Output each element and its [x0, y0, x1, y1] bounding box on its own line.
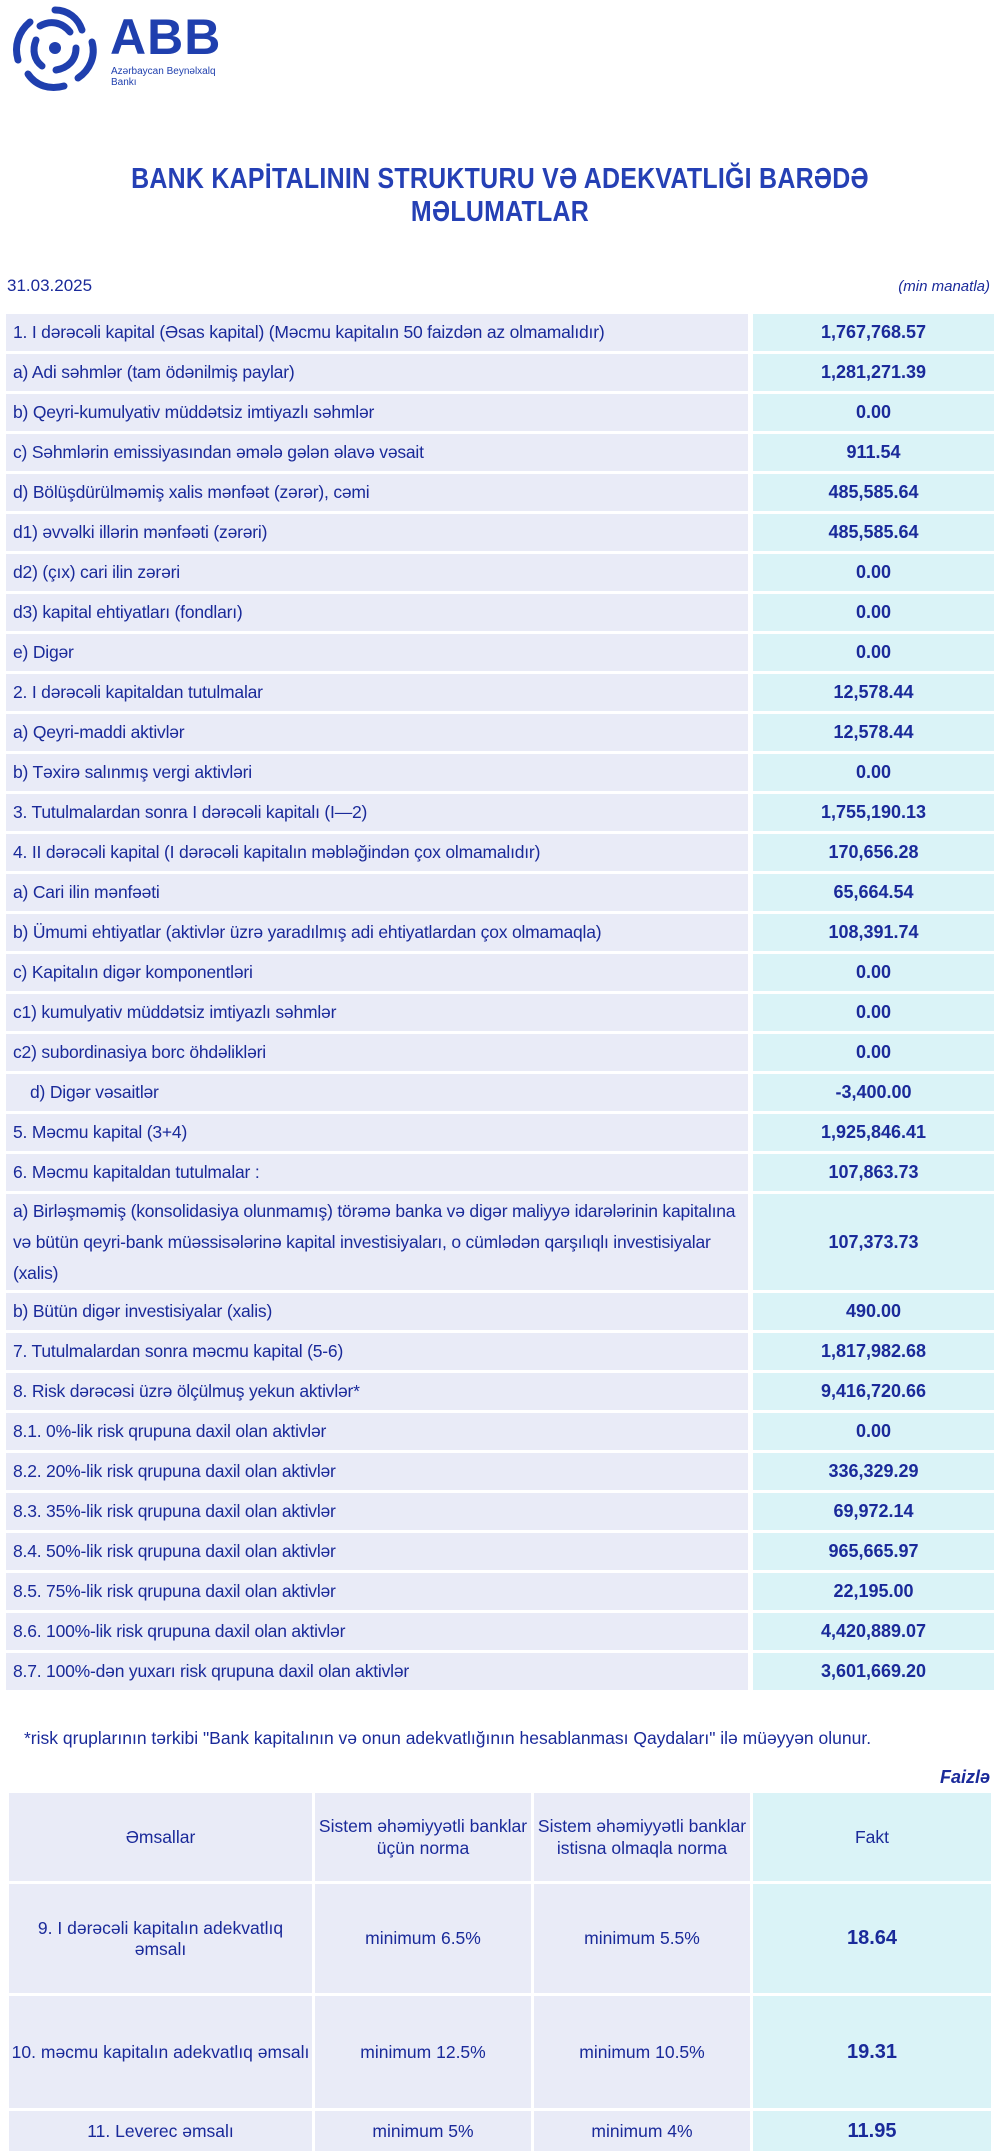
row-label: d) Bölüşdürülməmiş xalis mənfəət (zərər), cəmi: [6, 474, 748, 511]
row-value: 107,373.73: [748, 1194, 994, 1290]
row-label: 8.4. 50%-lik risk qrupuna daxil olan aktivlər: [6, 1533, 748, 1570]
table-row: [6, 834, 994, 871]
capital-structure-table: [6, 311, 994, 1693]
row-label: c) Səhmlərin emissiyasından əmələ gələn əlavə vəsait: [6, 434, 748, 471]
row-label: 4. II dərəcəli kapital (I dərəcəli kapitalın məbləğindən çox olmamalıdır): [6, 834, 748, 871]
row-value: 1,755,190.13: [748, 794, 994, 831]
table-row: [6, 674, 994, 711]
row-label: 8.5. 75%-lik risk qrupuna daxil olan aktivlər: [6, 1573, 748, 1610]
table-row: [6, 1573, 994, 1610]
table-row: [6, 434, 994, 471]
row-label: b) Bütün digər investisiyalar (xalis): [6, 1293, 748, 1330]
row-label: 8.6. 100%-lik risk qrupuna daxil olan aktivlər: [6, 1613, 748, 1650]
table-row: [6, 874, 994, 911]
ratio-norm-other: minimum 10.5%: [534, 1996, 750, 2108]
row-label: 8.7. 100%-dən yuxarı risk qrupuna daxil olan aktivlər: [6, 1653, 748, 1690]
header-fact: Fakt: [753, 1793, 991, 1881]
row-value: 69,972.14: [748, 1493, 994, 1530]
row-label: c1) kumulyativ müddətsiz imtiyazlı səhmlər: [6, 994, 748, 1031]
row-value: 0.00: [748, 594, 994, 631]
row-value: 1,281,271.39: [748, 354, 994, 391]
row-label: b) Təxirə salınmış vergi aktivləri: [6, 754, 748, 791]
table-row: [6, 514, 994, 551]
row-value: -3,400.00: [748, 1074, 994, 1111]
ratio-unit-label: Faizlə: [939, 1767, 990, 1787]
footnote: *risk qruplarının tərkibi "Bank kapitalının və onun adekvatlığının hesablanması Qaydaları" ilə müəyyən olunur.: [24, 1728, 872, 1748]
row-value: 0.00: [748, 754, 994, 791]
table-row: [6, 1194, 994, 1290]
ratio-header-row: [9, 1793, 991, 1881]
row-value: 0.00: [748, 1034, 994, 1071]
row-value: 170,656.28: [748, 834, 994, 871]
row-label: 3. Tutulmalardan sonra I dərəcəli kapitalı (I—2): [6, 794, 748, 831]
abb-logo: [6, 2, 236, 94]
table-row: [6, 634, 994, 671]
row-value: 490.00: [748, 1293, 994, 1330]
table-row: [6, 1114, 994, 1151]
ratio-name: 11. Leverec əmsalı: [9, 2111, 312, 2151]
row-label: 2. I dərəcəli kapitaldan tutulmalar: [6, 674, 748, 711]
row-value: 108,391.74: [748, 914, 994, 951]
row-label: 5. Məcmu kapital (3+4): [6, 1114, 748, 1151]
row-label: 1. I dərəcəli kapital (Əsas kapital) (Məcmu kapitalın 50 faizdən az olmamalıdır): [6, 314, 748, 351]
table-row: [6, 1074, 994, 1111]
table-row: [6, 1493, 994, 1530]
row-value: 911.54: [748, 434, 994, 471]
row-label: a) Birləşməmiş (konsolidasiya olunmamış) törəmə banka və digər maliyyə idarələrinin kapitalına və bütün qeyri-bank müəssisələrinə kapital investisiyaları, o cümlədən qarşılıqlı investisiyalar (xalis): [6, 1194, 748, 1290]
ratio-name: 9. I dərəcəli kapitalın adekvatlıq əmsalı: [9, 1884, 312, 1993]
ratio-norm-other: minimum 4%: [534, 2111, 750, 2151]
row-value: 0.00: [748, 394, 994, 431]
row-value: 12,578.44: [748, 674, 994, 711]
table-row: [6, 914, 994, 951]
page-title: BANK KAPİTALININ STRUKTURU VƏ ADEKVATLIĞI BARƏDƏ MƏLUMATLAR: [131, 163, 869, 228]
table-row: [6, 474, 994, 511]
row-label: 8. Risk dərəcəsi üzrə ölçülmuş yekun aktivlər*: [6, 1373, 748, 1410]
table-row: [6, 994, 994, 1031]
row-value: 336,329.29: [748, 1453, 994, 1490]
row-label: b) Ümumi ehtiyatlar (aktivlər üzrə yaradılmış adi ehtiyatlardan çox olmamaqla): [6, 914, 748, 951]
row-value: 0.00: [748, 954, 994, 991]
row-value: 1,767,768.57: [748, 314, 994, 351]
row-label: d1) əvvəlki illərin mənfəəti (zərəri): [6, 514, 748, 551]
row-value: 9,416,720.66: [748, 1373, 994, 1410]
ratio-fact: 19.31: [753, 1996, 991, 2108]
row-value: 4,420,889.07: [748, 1613, 994, 1650]
table-row: [6, 1533, 994, 1570]
table-row: [6, 1333, 994, 1370]
table-row: [6, 714, 994, 751]
logo-subtitle: Azərbaycan Beynəlxalq Bankı: [111, 66, 216, 88]
row-label: 8.2. 20%-lik risk qrupuna daxil olan aktivlər: [6, 1453, 748, 1490]
row-value: 0.00: [748, 554, 994, 591]
row-value: 965,665.97: [748, 1533, 994, 1570]
row-value: 65,664.54: [748, 874, 994, 911]
ratio-table: [6, 1790, 994, 2154]
unit-label: (min manatla): [898, 278, 990, 295]
table-row: [6, 1453, 994, 1490]
row-value: 0.00: [748, 1413, 994, 1450]
ratio-norm-systemic: minimum 6.5%: [315, 1884, 531, 1993]
table-row: [6, 554, 994, 591]
row-label: c2) subordinasiya borc öhdəlikləri: [6, 1034, 748, 1071]
row-label: a) Cari ilin mənfəəti: [6, 874, 748, 911]
ratio-norm-systemic: minimum 5%: [315, 2111, 531, 2151]
row-value: 485,585.64: [748, 474, 994, 511]
abb-logo-icon: [6, 2, 104, 94]
row-value: 22,195.00: [748, 1573, 994, 1610]
table-row: [6, 314, 994, 351]
row-label: 6. Məcmu kapitaldan tutulmalar :: [6, 1154, 748, 1191]
ratio-row: [9, 2111, 991, 2151]
row-label: a) Adi səhmlər (tam ödənilmiş paylar): [6, 354, 748, 391]
table-row: [6, 1373, 994, 1410]
report-date: 31.03.2025: [7, 276, 93, 295]
header-norm-other: Sistem əhəmiyyətli banklar istisna olmaqla norma: [534, 1793, 750, 1881]
header-norm-systemic: Sistem əhəmiyyətli banklar üçün norma: [315, 1793, 531, 1881]
row-label: 7. Tutulmalardan sonra məcmu kapital (5-6): [6, 1333, 748, 1370]
table-row: [6, 1293, 994, 1330]
row-label: a) Qeyri-maddi aktivlər: [6, 714, 748, 751]
ratio-norm-systemic: minimum 12.5%: [315, 1996, 531, 2108]
table-row: [6, 354, 994, 391]
header-ratios: Əmsallar: [9, 1793, 312, 1881]
row-label: e) Digər: [6, 634, 748, 671]
table-row: [6, 1413, 994, 1450]
table-row: [6, 1653, 994, 1690]
row-value: 107,863.73: [748, 1154, 994, 1191]
row-label: d3) kapital ehtiyatları (fondları): [6, 594, 748, 631]
ratio-fact: 18.64: [753, 1884, 991, 1993]
ratio-fact: 11.95: [753, 2111, 991, 2151]
ratio-name: 10. məcmu kapitalın adekvatlıq əmsalı: [9, 1996, 312, 2108]
row-value: 1,817,982.68: [748, 1333, 994, 1370]
logo-name: ABB: [110, 9, 222, 65]
row-label: b) Qeyri-kumulyativ müddətsiz imtiyazlı səhmlər: [6, 394, 748, 431]
table-row: [6, 594, 994, 631]
row-value: 3,601,669.20: [748, 1653, 994, 1690]
table-row: [6, 1154, 994, 1191]
row-value: 0.00: [748, 634, 994, 671]
row-value: 12,578.44: [748, 714, 994, 751]
table-row: [6, 394, 994, 431]
table-row: [6, 954, 994, 991]
row-value: 485,585.64: [748, 514, 994, 551]
ratio-norm-other: minimum 5.5%: [534, 1884, 750, 1993]
table-row: [6, 1034, 994, 1071]
row-value: 1,925,846.41: [748, 1114, 994, 1151]
row-label: c) Kapitalın digər komponentləri: [6, 954, 748, 991]
table-row: [6, 1613, 994, 1650]
row-label: d2) (çıx) cari ilin zərəri: [6, 554, 748, 591]
table-row: [6, 794, 994, 831]
ratio-row: [9, 1884, 991, 1993]
row-label: 8.3. 35%-lik risk qrupuna daxil olan aktivlər: [6, 1493, 748, 1530]
ratio-row: [9, 1996, 991, 2108]
row-value: 0.00: [748, 994, 994, 1031]
row-label: d) Digər vəsaitlər: [6, 1074, 748, 1111]
table-row: [6, 754, 994, 791]
row-label: 8.1. 0%-lik risk qrupuna daxil olan aktivlər: [6, 1413, 748, 1450]
